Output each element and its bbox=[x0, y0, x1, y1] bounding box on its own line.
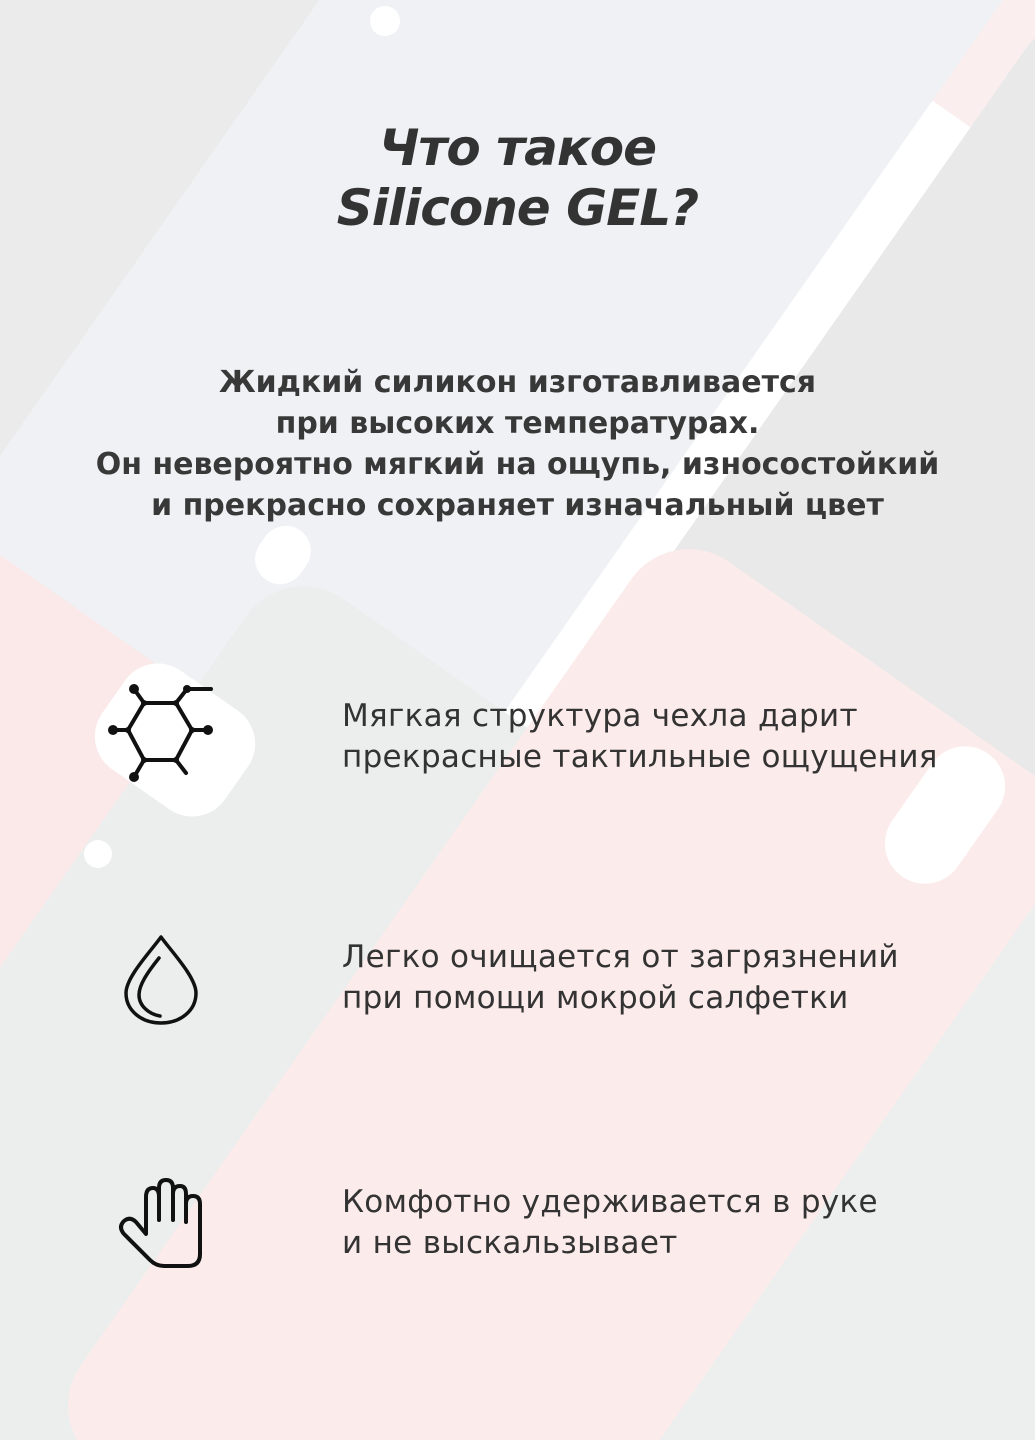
camera-hole-decor bbox=[370, 6, 400, 36]
title-line-2: Silicone GEL? bbox=[336, 179, 699, 237]
feature-line: при помощи мокрой салфетки bbox=[342, 980, 849, 1016]
feature-line: прекрасные тактильные ощущения bbox=[342, 739, 938, 775]
feature-text bbox=[342, 937, 899, 1019]
intro-paragraph bbox=[0, 362, 1035, 526]
water-drop-icon bbox=[106, 925, 216, 1035]
feature-line: Комфотно удерживается в руке bbox=[342, 1184, 878, 1220]
page-title bbox=[0, 118, 1035, 238]
feature-line: Легко очищается от загрязнений bbox=[342, 939, 899, 975]
camera-hole-decor bbox=[84, 840, 112, 868]
molecule-icon bbox=[106, 680, 216, 790]
title-line-1: Что такое bbox=[378, 119, 657, 177]
intro-line: Он невероятно мягкий на ощупь, износостойкий bbox=[95, 447, 940, 482]
feature-line: Мягкая структура чехла дарит bbox=[342, 698, 858, 734]
intro-line: Жидкий силикон изготавливается bbox=[218, 365, 817, 400]
intro-line: при высоких температурах. bbox=[275, 406, 760, 441]
intro-line: и прекрасно сохраняет изначальный цвет bbox=[151, 488, 884, 523]
hand-icon bbox=[106, 1172, 216, 1282]
feature-text bbox=[342, 1182, 878, 1264]
feature-line: и не выскальзывает bbox=[342, 1225, 678, 1261]
feature-text bbox=[342, 696, 938, 778]
